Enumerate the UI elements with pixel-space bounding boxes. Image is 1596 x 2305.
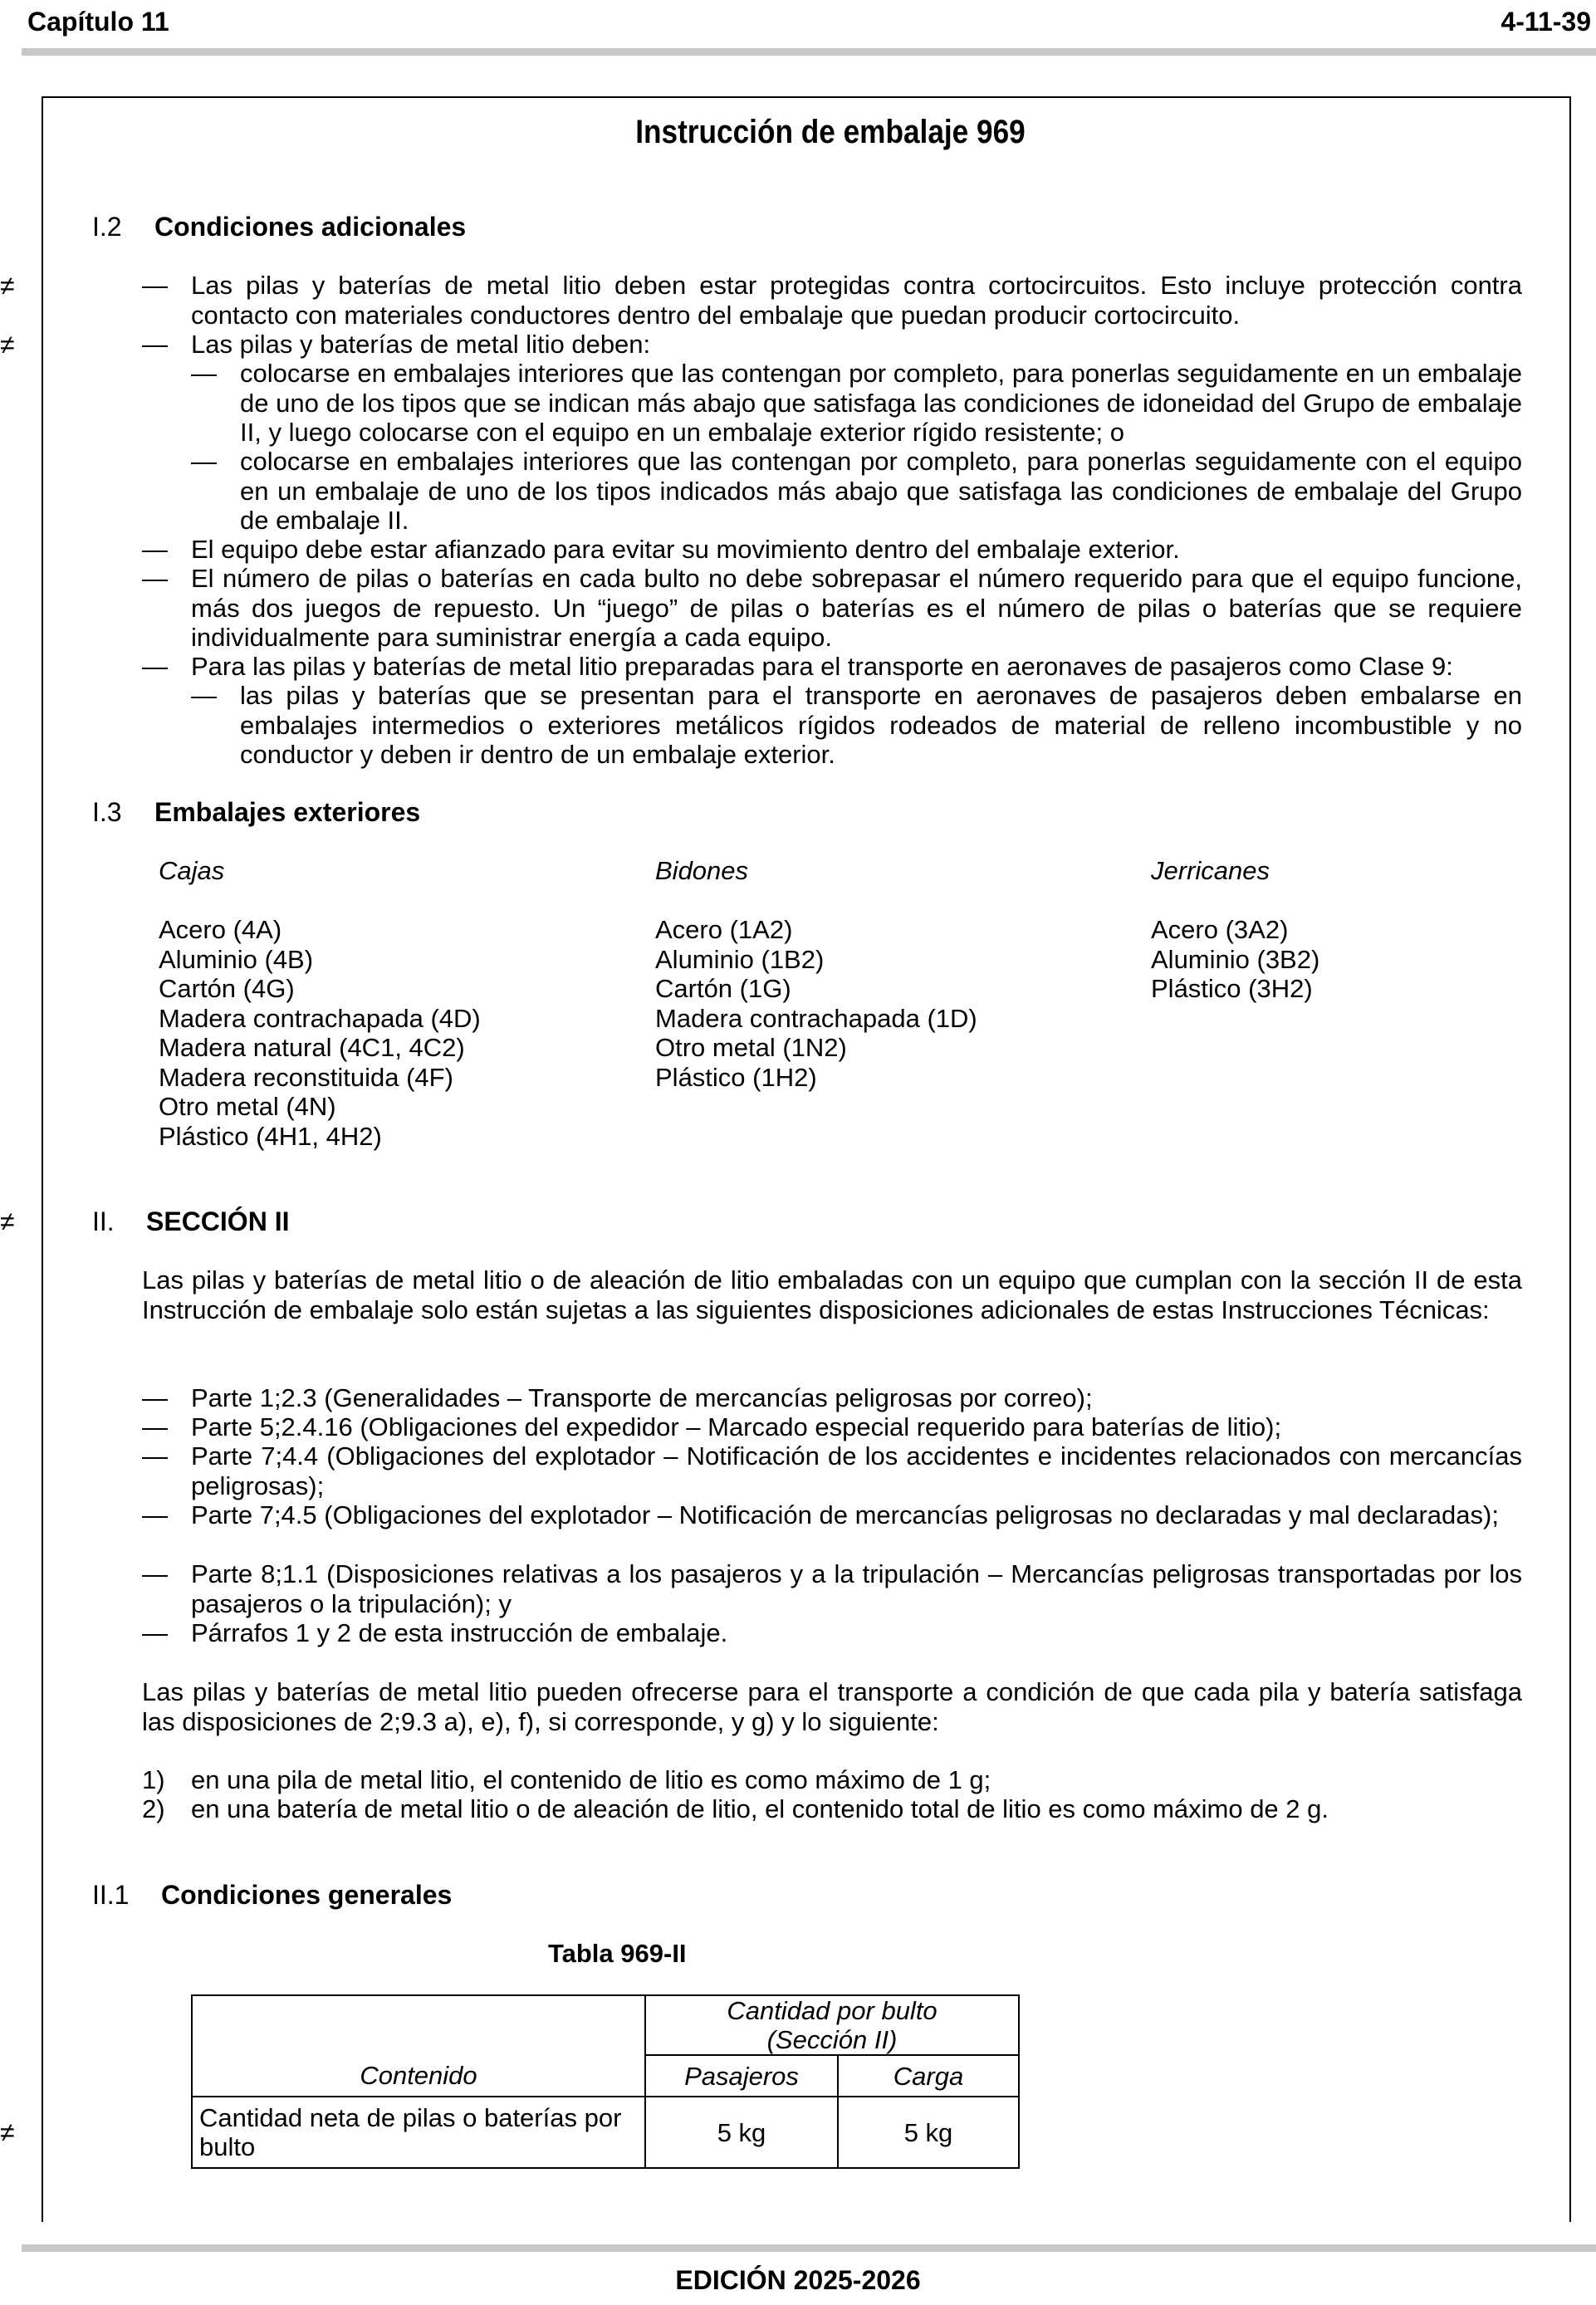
list-item: Parte 7;4.4 (Obligaciones del explotador – Notificación de los accidentes e incidentes relacionados con mercancías peligrosas); [191,1441,1522,1500]
list-item: Otro metal (4N) [159,1092,336,1121]
dash-marker: — [142,271,168,300]
table-empty-cell [192,1995,645,2055]
section-title-i3: Embalajes exteriores [154,797,421,827]
section-title-ii: SECCIÓN II [146,1206,290,1236]
numbered-item: en una batería de metal litio o de aleación de litio, el contenido total de litio es como máximo de 2 g. [191,1794,1329,1823]
list-item: Madera contrachapada (4D) [159,1003,481,1033]
list-item: Cartón (1G) [655,974,791,1003]
change-mark: ≠ [0,1206,15,1236]
group-header-line: Cantidad por bulto [727,1996,938,2025]
dash-marker: — [142,1618,168,1647]
list-item: Otro metal (1N2) [655,1033,847,1062]
list-item: El equipo debe estar afianzado para evitar su movimiento dentro del embalaje exterior. [191,535,1180,564]
dash-marker: — [191,447,217,476]
chapter-label: Capítulo 11 [27,7,169,37]
table-row-label: Cantidad neta de pilas o baterías por bulto [192,2097,645,2168]
list-subitem: colocarse en embalajes interiores que las contengan por completo, para ponerlas seguidamente con el equipo en un embalaje de uno de los tipos indicados más abajo que satisfaga las condiciones de embalaje del Grupo de embalaje II. [240,447,1522,535]
list-item: Parte 1;2.3 (Generalidades – Transporte de mercancías peligrosas por correo); [191,1383,1093,1412]
page-title: Instrucción de embalaje 969 [635,114,1026,150]
change-mark: ≠ [0,271,15,301]
dash-marker: — [142,564,168,593]
dash-marker: — [142,1441,168,1471]
table-cell-passengers: 5 kg [645,2097,838,2168]
packaging-column-jerricans [1151,856,1319,1004]
list-subitem: colocarse en embalajes interiores que las contengan por completo, para ponerlas seguidamente en un embalaje de uno de los tipos que se indican más abajo que satisfaga las condiciones de idoneidad del Grupo de embalaje II, y luego colocarse con el equipo en un embalaje exterior rígido resistente; o [240,359,1522,447]
section-title-ii1: Condiciones generales [161,1880,453,1910]
numbered-item: en una pila de metal litio, el contenido de litio es como máximo de 1 g; [191,1765,991,1794]
section-ii-paragraph: Las pilas y baterías de metal litio pueden ofrecerse para el transporte a condición de que cada pila y batería satisfaga las disposiciones de 2;9.3 a), e), f), si corresponde, y g) y lo siguiente: [142,1677,1522,1736]
list-item: Aluminio (3B2) [1151,944,1320,974]
list-item: Plástico (3H2) [1151,974,1313,1003]
list-item: Aluminio (1B2) [655,944,825,974]
list-item: Cartón (4G) [159,974,295,1003]
table-header-contents: Contenido [192,2055,645,2097]
change-mark: ≠ [0,2117,15,2147]
dash-marker: — [142,1412,168,1441]
section-number-i2: I.2 [92,212,122,242]
section-number-ii: II. [92,1206,115,1236]
column-heading: Cajas [159,856,225,885]
dash-marker: — [142,1559,168,1588]
packaging-column-drums [655,856,977,1092]
list-item: Las pilas y baterías de metal litio deben estar protegidas contra cortocircuitos. Esto incluye protección contra contacto con materiales conductores dentro del embalaje que puedan producir cortocircuito. [191,271,1522,330]
edition-footer: EDICIÓN 2025-2026 [675,2265,921,2295]
dash-marker: — [142,330,168,359]
list-item: Madera natural (4C1, 4C2) [159,1033,465,1062]
list-item: Acero (1A2) [655,915,793,944]
table-header-cargo: Carga [838,2055,1019,2097]
section-number-i3: I.3 [92,797,122,827]
list-item: El número de pilas o baterías en cada bulto no debe sobrepasar el número requerido para que el equipo funcione, más dos juegos de repuesto. Un “juego” de pilas o baterías es el número de pilas o baterías que se requiere individualmente para suministrar energía a cada equipo. [191,564,1522,652]
group-header-line: (Sección II) [766,2025,898,2054]
section-ii-intro: Las pilas y baterías de metal litio o de aleación de litio embaladas con un equipo que cumplan con la sección II de esta Instrucción de embalaje solo están sujetas a las siguientes disposiciones adicionales de estas Instrucciones Técnicas: [142,1265,1522,1324]
dash-marker: — [191,681,217,710]
column-heading: Bidones [655,856,749,885]
dash-marker: — [142,1500,168,1529]
list-item: Párrafos 1 y 2 de esta instrucción de embalaje. [191,1618,728,1647]
table-header-passengers: Pasajeros [645,2055,838,2097]
dash-marker: — [191,359,217,388]
number-marker: 1) [142,1765,165,1794]
header-rule [22,48,1596,56]
list-item: Madera reconstituida (4F) [159,1062,453,1092]
list-item: Plástico (4H1, 4H2) [159,1121,382,1151]
dash-marker: — [142,1383,168,1412]
section-title-i2: Condiciones adicionales [154,212,467,242]
column-heading: Jerricanes [1151,856,1270,885]
packaging-column-boxes [159,856,481,1151]
dash-marker: — [142,535,168,564]
number-marker: 2) [142,1794,165,1823]
table-group-header [645,1995,1019,2055]
table-969-ii [191,1994,1020,2169]
table-cell-cargo: 5 kg [838,2097,1019,2168]
dash-marker: — [142,652,168,681]
list-item: Acero (3A2) [1151,915,1289,944]
table-title: Tabla 969-II [548,1939,687,1968]
list-item: Las pilas y baterías de metal litio deben: [191,330,651,359]
list-item: Plástico (1H2) [655,1062,817,1092]
list-subitem: las pilas y baterías que se presentan para el transporte en aeronaves de pasajeros deben embalarse en embalajes intermedios o exteriores metálicos rígidos rodeados de material de relleno incombustible y no conductor y deben ir dentro de un embalaje exterior. [240,681,1522,769]
page-number: 4-11-39 [1501,7,1591,37]
list-item: Parte 7;4.5 (Obligaciones del explotador – Notificación de mercancías peligrosas no declaradas y mal declaradas); [191,1500,1499,1529]
list-item: Parte 5;2.4.16 (Obligaciones del expedidor – Marcado especial requerido para baterías de litio); [191,1412,1282,1441]
section-number-ii1: II.1 [92,1880,130,1910]
list-item: Aluminio (4B) [159,944,314,974]
list-item: Acero (4A) [159,915,282,944]
list-item: Para las pilas y baterías de metal litio preparadas para el transporte en aeronaves de pasajeros como Clase 9: [191,652,1453,681]
change-mark: ≠ [0,330,15,360]
list-item: Parte 8;1.1 (Disposiciones relativas a los pasajeros y a la tripulación – Mercancías peligrosas transportadas por los pasajeros o la tripulación); y [191,1559,1522,1618]
footer-rule [22,2244,1596,2252]
list-item: Madera contrachapada (1D) [655,1003,977,1033]
